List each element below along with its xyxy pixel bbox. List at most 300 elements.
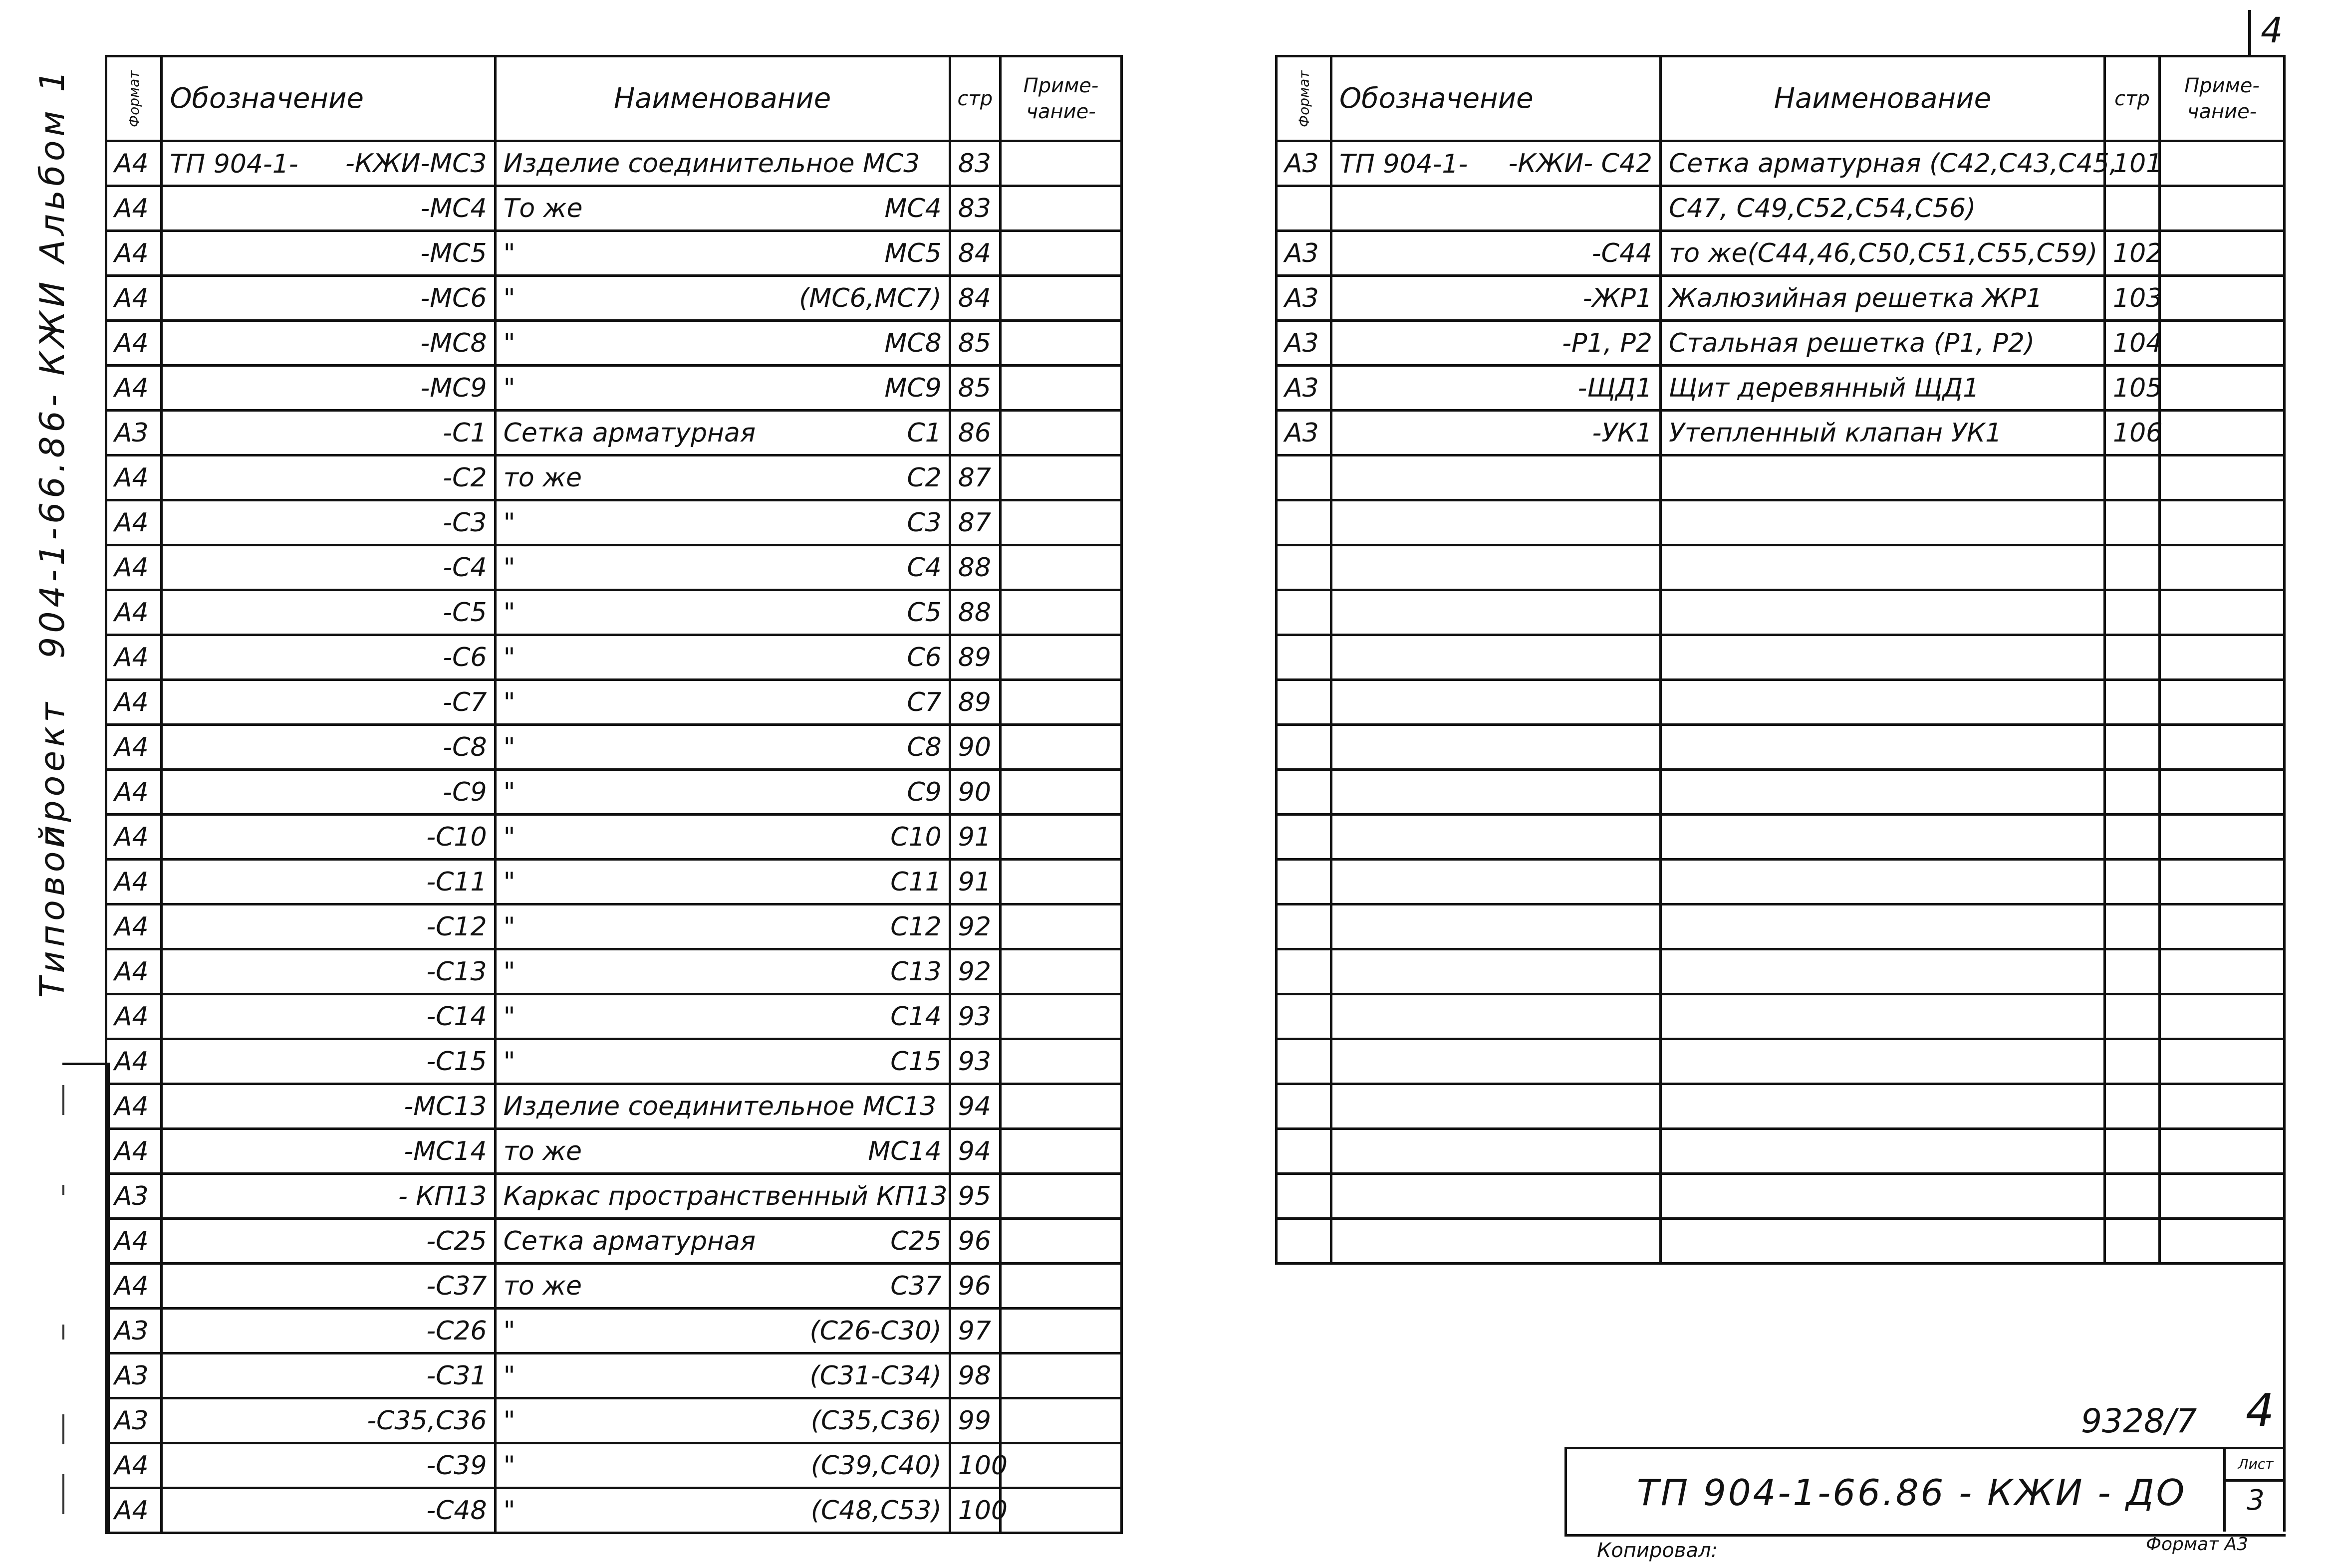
note-cell (1000, 770, 1121, 815)
page-cell: 83 (950, 141, 1000, 186)
name-mark: МС5 (884, 238, 942, 268)
designation-cell (162, 321, 495, 366)
approval-strip (62, 1063, 110, 1532)
name-cell (1661, 411, 2105, 455)
name-cell (495, 411, 950, 455)
format-cell: А4 (106, 725, 162, 770)
table-row (1277, 725, 2285, 770)
note-cell (1000, 680, 1121, 725)
table-row (106, 1264, 1122, 1309)
page-cell: 86 (950, 411, 1000, 455)
note-cell (2160, 725, 2285, 770)
name-cell (1661, 680, 2105, 725)
name-mark: С11 (890, 867, 942, 897)
name-text: Утепленный клапан УК1 (1669, 418, 2002, 448)
side-title-line1: Типовой (32, 821, 72, 998)
name-cell (495, 500, 950, 545)
name-cell (1661, 455, 2105, 500)
table-row (106, 994, 1122, 1039)
format-cell: А4 (106, 635, 162, 680)
name-text: Сетка арматурная (С42,С43,С45, (1669, 148, 2118, 179)
designation-cell (162, 1174, 495, 1219)
format-cell (1277, 1174, 1331, 1219)
page-cell: 84 (950, 231, 1000, 276)
designation-cell (1331, 590, 1661, 635)
name-cell (495, 231, 950, 276)
format-cell: А4 (106, 186, 162, 231)
note-cell (2160, 276, 2285, 321)
table-row (106, 411, 1122, 455)
designation-cell (1331, 366, 1661, 411)
name-cell (495, 1398, 950, 1443)
format-cell (1277, 590, 1331, 635)
name-cell (495, 994, 950, 1039)
designation-cell (162, 1353, 495, 1398)
name-cell (495, 1264, 950, 1309)
page-cell: 91 (950, 815, 1000, 860)
designation-cell (162, 725, 495, 770)
name-cell (1661, 860, 2105, 904)
side-title-line2: проект (32, 698, 72, 848)
designation-code: -С48 (426, 1495, 487, 1526)
format-cell (1277, 994, 1331, 1039)
format-cell: А3 (106, 411, 162, 455)
format-cell (1277, 1039, 1331, 1084)
format-cell: А4 (106, 994, 162, 1039)
copied-by: Копировал: (1597, 1539, 1718, 1562)
designation-cell (162, 545, 495, 590)
format-cell (1277, 186, 1331, 231)
name-cell (495, 949, 950, 994)
page-cell (2105, 500, 2160, 545)
designation-code: -МС9 (420, 373, 487, 403)
name-text: " (503, 822, 516, 852)
note-header: Приме-чание- (1000, 56, 1121, 141)
designation-cell (1331, 500, 1661, 545)
name-text: " (503, 373, 516, 403)
format-cell: А4 (106, 366, 162, 411)
note-cell (1000, 860, 1121, 904)
designation-code: -МС13 (404, 1091, 487, 1121)
table-row (1277, 635, 2285, 680)
designation-code: -МС14 (404, 1136, 487, 1166)
table-row (1277, 276, 2285, 321)
note-cell (1000, 1219, 1121, 1264)
name-text: Изделие соединительное МС13 (503, 1091, 937, 1121)
note-cell (1000, 949, 1121, 994)
name-text: Жалюзийная решетка ЖР1 (1669, 283, 2043, 313)
name-cell (495, 545, 950, 590)
name-cell (1661, 545, 2105, 590)
note-cell (1000, 1174, 1121, 1219)
page-cell: 100 (950, 1488, 1000, 1533)
inventory-mark: 4 (2246, 1384, 2275, 1437)
page-cell (2105, 590, 2160, 635)
page-cell: 100 (950, 1443, 1000, 1488)
designation-cell (162, 1039, 495, 1084)
table-row (106, 1219, 1122, 1264)
designation-cell (162, 186, 495, 231)
designation-code: -С12 (426, 911, 487, 942)
page-cell (2105, 186, 2160, 231)
name-text: " (503, 956, 516, 987)
name-cell (1661, 366, 2105, 411)
note-cell (2160, 411, 2285, 455)
format-cell: А3 (1277, 366, 1331, 411)
name-cell (495, 141, 950, 186)
format-cell: А4 (106, 815, 162, 860)
name-text: то же(С44,46,С50,С51,С55,С59) (1669, 238, 2098, 268)
name-cell (495, 904, 950, 949)
note-cell (1000, 1084, 1121, 1129)
name-cell (495, 860, 950, 904)
designation-cell (162, 366, 495, 411)
format-cell (1277, 904, 1331, 949)
designation-cell (162, 455, 495, 500)
table-row (1277, 141, 2285, 186)
designation-cell (1331, 141, 1661, 186)
table-row (106, 590, 1122, 635)
table-row (1277, 411, 2285, 455)
page-cell: 87 (950, 500, 1000, 545)
designation-code: -МС4 (420, 193, 487, 224)
name-text: то же (503, 1271, 582, 1301)
note-cell (1000, 411, 1121, 455)
name-mark: С9 (907, 777, 942, 807)
page-cell: 90 (950, 725, 1000, 770)
table-row (106, 1353, 1122, 1398)
name-text: Сетка арматурная (503, 418, 756, 448)
designation-cell (1331, 994, 1661, 1039)
designation-code: -С11 (426, 867, 487, 897)
format-cell: А4 (106, 455, 162, 500)
name-mark: МС14 (868, 1136, 942, 1166)
note-cell (2160, 455, 2285, 500)
page-header: стр (2105, 56, 2160, 141)
name-mark: (С31-С34) (809, 1360, 942, 1391)
name-text: " (503, 642, 516, 672)
note-cell (1000, 1309, 1121, 1353)
name-text: " (503, 1001, 516, 1032)
table-row (106, 1309, 1122, 1353)
format-cell (1277, 949, 1331, 994)
name-cell (1661, 994, 2105, 1039)
name-cell (1661, 141, 2118, 186)
designation-cell (162, 1398, 495, 1443)
table-row (106, 815, 1122, 860)
table-row (1277, 949, 2285, 994)
table-row (106, 860, 1122, 904)
name-text: " (503, 687, 516, 717)
page-cell: 85 (950, 366, 1000, 411)
designation-cell (162, 411, 495, 455)
name-text: Стальная решетка (Р1, Р2) (1669, 328, 2035, 358)
format-cell (1277, 635, 1331, 680)
format-cell (1277, 770, 1331, 815)
name-header: Наименование (1661, 56, 2105, 141)
sheet-number: 3 (2247, 1484, 2265, 1517)
table-row (106, 904, 1122, 949)
designation-code: -С25 (426, 1226, 487, 1256)
note-header: Приме-чание- (2160, 56, 2285, 141)
designation-code: -КЖИ- С42 (1508, 148, 1652, 179)
format-cell (1277, 815, 1331, 860)
note-cell (1000, 276, 1121, 321)
designation-code: -С35,С36 (367, 1405, 487, 1436)
designation-cell (162, 231, 495, 276)
format-cell: А3 (1277, 321, 1331, 366)
name-mark: С12 (890, 911, 942, 942)
format-cell: А4 (106, 321, 162, 366)
table-row (106, 1398, 1122, 1443)
format-cell: А4 (106, 276, 162, 321)
name-cell (495, 635, 950, 680)
name-cell (1661, 276, 2105, 321)
designation-code: -С37 (426, 1271, 487, 1301)
page-cell: 96 (950, 1219, 1000, 1264)
designation-code: -С4 (443, 552, 487, 583)
corner-page-number: 4 (2261, 10, 2283, 51)
page-cell: 101 (2105, 141, 2160, 186)
designation-cell (162, 680, 495, 725)
table-row (1277, 680, 2285, 725)
designation-cell (162, 949, 495, 994)
designation-code: -С3 (443, 507, 487, 538)
page-cell (2105, 860, 2160, 904)
format-cell (1277, 725, 1331, 770)
name-mark: С6 (907, 642, 942, 672)
name-cell (495, 1443, 950, 1488)
format-cell: А4 (106, 231, 162, 276)
name-cell (495, 276, 950, 321)
page-cell: 94 (950, 1084, 1000, 1129)
table-row (1277, 904, 2285, 949)
designation-cell (1331, 455, 1661, 500)
page-cell: 87 (950, 455, 1000, 500)
designation-code: - КП13 (398, 1181, 487, 1211)
page-cell: 105 (2105, 366, 2160, 411)
note-cell (2160, 321, 2285, 366)
table-row (1277, 545, 2285, 590)
name-mark: С7 (907, 687, 942, 717)
name-text: С47, С49,С52,С54,С56) (1669, 193, 1976, 224)
designation-code: -Р1, Р2 (1562, 328, 1652, 358)
page-cell: 96 (950, 1264, 1000, 1309)
note-cell (1000, 1129, 1121, 1174)
name-text: " (503, 777, 516, 807)
format-header: Формат (1277, 56, 1331, 141)
name-mark: С1 (907, 418, 942, 448)
page-cell: 102 (2105, 231, 2160, 276)
name-text: " (503, 552, 516, 583)
page-cell: 84 (950, 276, 1000, 321)
name-cell (495, 321, 950, 366)
designation-cell (162, 860, 495, 904)
table-row (1277, 321, 2285, 366)
note-cell (1000, 904, 1121, 949)
designation-cell (1331, 545, 1661, 590)
format-cell: А4 (106, 545, 162, 590)
name-cell (1661, 949, 2105, 994)
name-cell (495, 770, 950, 815)
name-mark: С25 (890, 1226, 942, 1256)
strip-mark (62, 1414, 64, 1444)
name-text: " (503, 1495, 516, 1526)
page-cell: 98 (950, 1353, 1000, 1398)
name-cell (495, 455, 950, 500)
note-cell (1000, 725, 1121, 770)
designation-code: -С31 (426, 1360, 487, 1391)
designation-header: Обозначение (1331, 56, 1661, 141)
name-text: то же (503, 1136, 582, 1166)
format-cell: А4 (106, 1039, 162, 1084)
name-cell (495, 1039, 950, 1084)
format-cell: А3 (1277, 276, 1331, 321)
designation-prefix: ТП 904-1- (1339, 149, 1468, 179)
note-cell (2160, 680, 2285, 725)
format-cell: А3 (1277, 411, 1331, 455)
name-cell (495, 1353, 950, 1398)
name-text: " (503, 732, 516, 762)
designation-cell (162, 1129, 495, 1174)
table-row (106, 770, 1122, 815)
page-cell (2105, 680, 2160, 725)
designation-code: -С10 (426, 822, 487, 852)
designation-cell (162, 904, 495, 949)
page-cell (2105, 1039, 2160, 1084)
note-cell (2160, 860, 2285, 904)
designation-cell (162, 1084, 495, 1129)
designation-cell (162, 1264, 495, 1309)
table-row (1277, 815, 2285, 860)
designation-cell (162, 1443, 495, 1488)
designation-code: -С13 (426, 956, 487, 987)
designation-cell (1331, 276, 1661, 321)
designation-code: -С15 (426, 1046, 487, 1077)
table-header (106, 56, 1122, 141)
format-cell (1277, 860, 1331, 904)
table-row (106, 186, 1122, 231)
name-mark: С5 (907, 597, 942, 628)
note-cell (2160, 231, 2285, 276)
table-row (1277, 455, 2285, 500)
page-cell: 88 (950, 545, 1000, 590)
designation-cell (1331, 411, 1661, 455)
name-cell (1661, 186, 2105, 231)
table-row (1277, 186, 2285, 231)
name-text: " (503, 911, 516, 942)
name-cell (495, 1174, 950, 1219)
page-cell: 93 (950, 994, 1000, 1039)
note-cell (2160, 1084, 2285, 1129)
name-mark: С3 (907, 507, 942, 538)
note-cell (2160, 994, 2285, 1039)
format-cell: А4 (106, 141, 162, 186)
name-text: То же (503, 193, 583, 224)
name-text: " (503, 867, 516, 897)
format-cell: А4 (106, 1443, 162, 1488)
format-cell (1277, 545, 1331, 590)
designation-cell (162, 276, 495, 321)
name-cell (495, 1309, 950, 1353)
name-cell (495, 366, 950, 411)
note-cell (2160, 949, 2285, 994)
designation-code: -С14 (426, 1001, 487, 1032)
name-cell (495, 1084, 950, 1129)
page-cell (2105, 949, 2160, 994)
name-mark: С2 (907, 462, 942, 493)
designation-code: -С7 (443, 687, 487, 717)
designation-cell (1331, 770, 1661, 815)
name-cell (1661, 904, 2105, 949)
format-cell: А3 (106, 1174, 162, 1219)
designation-code: -С5 (443, 597, 487, 628)
name-cell (1661, 635, 2105, 680)
format-cell: А4 (106, 1488, 162, 1533)
designation-cell (162, 770, 495, 815)
table-row (1277, 860, 2285, 904)
note-cell (1000, 321, 1121, 366)
format-cell (1277, 1084, 1331, 1129)
name-cell (1661, 1219, 2105, 1264)
note-cell (1000, 1488, 1121, 1533)
name-cell (1661, 1174, 2105, 1219)
page-cell: 83 (950, 186, 1000, 231)
table-row (1277, 590, 2285, 635)
name-text: " (503, 1360, 516, 1391)
note-cell (1000, 455, 1121, 500)
table-row (106, 949, 1122, 994)
table-row (1277, 1129, 2285, 1174)
name-cell (1661, 500, 2105, 545)
format-cell (1277, 455, 1331, 500)
designation-code: -С44 (1591, 238, 1652, 268)
name-text: " (503, 328, 516, 358)
page-cell (2105, 994, 2160, 1039)
name-text: " (503, 597, 516, 628)
designation-code: -КЖИ-МС3 (345, 148, 487, 179)
name-mark: С10 (890, 822, 942, 852)
page-cell: 85 (950, 321, 1000, 366)
table-row (106, 366, 1122, 411)
left-spec-table (105, 55, 1123, 1534)
name-mark: (С39,С40) (810, 1450, 942, 1481)
note-cell (2160, 904, 2285, 949)
format-cell (1277, 1129, 1331, 1174)
designation-code: -С9 (443, 777, 487, 807)
note-cell (2160, 545, 2285, 590)
table-row (106, 680, 1122, 725)
strip-mark (62, 1325, 64, 1340)
page-cell: 91 (950, 860, 1000, 904)
table-row (106, 725, 1122, 770)
name-mark: С4 (907, 552, 942, 583)
format-cell (1277, 1219, 1331, 1264)
page-cell: 89 (950, 680, 1000, 725)
table-row (1277, 500, 2285, 545)
table-row (106, 455, 1122, 500)
name-mark: С14 (890, 1001, 942, 1032)
designation-cell (1331, 1129, 1661, 1174)
name-text: " (503, 1316, 516, 1346)
format-cell: А3 (1277, 231, 1331, 276)
format-cell: А4 (106, 500, 162, 545)
table-row (106, 141, 1122, 186)
name-cell (1661, 321, 2105, 366)
note-cell (2160, 500, 2285, 545)
designation-cell (1331, 186, 1661, 231)
note-cell (1000, 1039, 1121, 1084)
